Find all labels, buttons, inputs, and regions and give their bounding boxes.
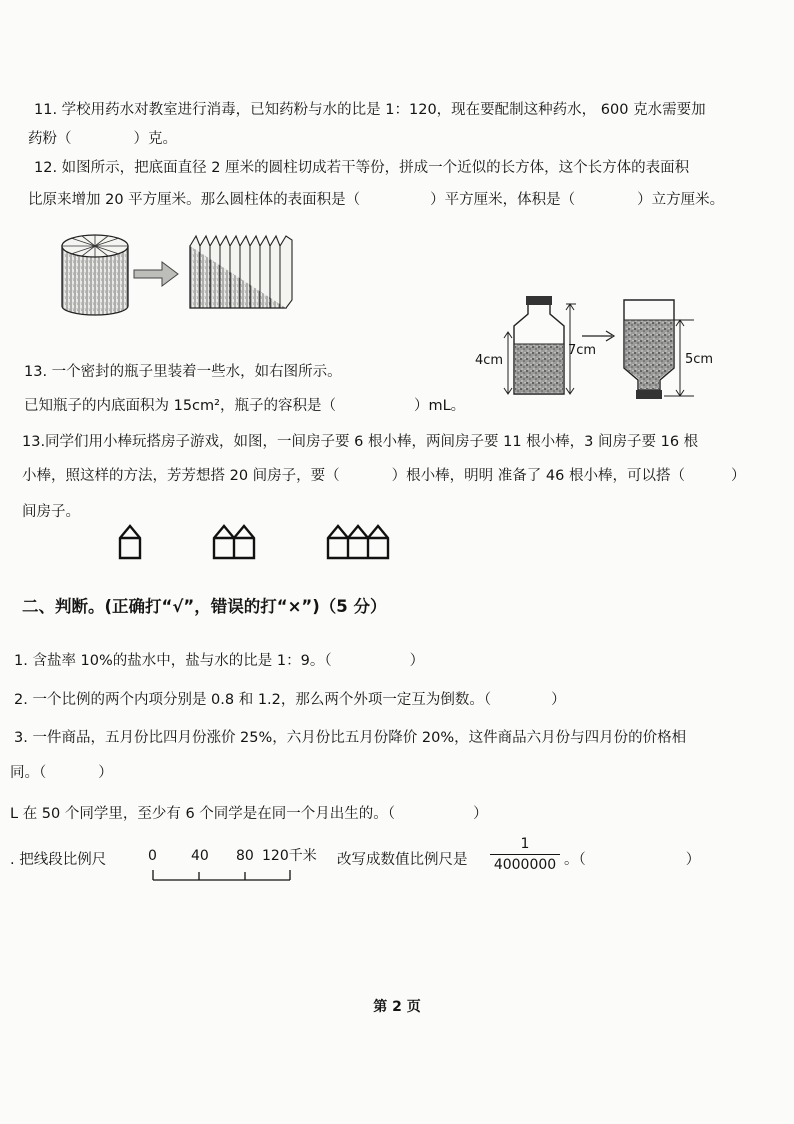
arrow-right-icon — [582, 331, 614, 341]
label-5cm: 5cm — [685, 352, 714, 367]
scale-label-40: 40 — [191, 848, 209, 864]
cuboid-shape — [190, 236, 292, 308]
q13a-line1: 13. 一个密封的瓶子里装着一些水，如右图所示。 — [24, 364, 342, 380]
section-2-heading: 二、判断。(正确打“√”，错误的打“×”)（5 分） — [22, 597, 387, 616]
cylinder-to-cuboid-figure — [50, 218, 300, 322]
judgement-item-2: 2. 一个比例的两个内项分别是 0.8 和 1.2，那么两个外项一定互为倒数。（ ） — [14, 692, 566, 708]
fraction-bar — [490, 854, 560, 855]
label-7cm: 7cm — [568, 343, 597, 358]
page-number: 第 2 页 — [373, 999, 421, 1015]
label-4cm: 4cm — [475, 353, 504, 368]
stick-houses-figure — [110, 518, 400, 564]
judgement-item-1: 1. 含盐率 10%的盐水中，盐与水的比是 1：9。（ ） — [14, 653, 425, 669]
judgement-item-5-suffix: 。（ ） — [564, 852, 701, 868]
q13a-line2: 已知瓶子的内底面积为 15cm²，瓶子的容积是（ ）mL。 — [24, 398, 466, 414]
q12-line2: 比原来增加 20 平方厘米。那么圆柱体的表面积是（ ）平方厘米，体积是（ ）立方厘米。 — [28, 192, 725, 208]
q13b-line1: 13.同学们用小棒玩搭房子游戏，如图，一间房子要 6 根小棒，两间房子要 11 根小棒，3 间房子要 16 根 — [22, 434, 699, 450]
house-2 — [214, 526, 254, 558]
scale-label-120: 120千米 — [262, 848, 317, 864]
fraction-numerator: 1 — [520, 836, 530, 852]
inverted-bottle — [624, 300, 674, 399]
upright-bottle — [514, 296, 564, 394]
q12-line1: 12. 如图所示，把底面直径 2 厘米的圆柱切成若干等份，拼成一个近似的长方体，这个长方体的表面积 — [34, 160, 690, 176]
judgement-item-5-middle: 改写成数值比例尺是 — [337, 852, 468, 868]
dimension-4cm — [504, 332, 512, 394]
house-1 — [120, 526, 140, 558]
scale-label-0: 0 — [148, 848, 157, 864]
cylinder-shape — [62, 235, 128, 315]
q13b-line2: 小棒，照这样的方法，芳芳想搭 20 间房子，要（ ）根小棒，明明 准备了 46 根小棒，可以搭（ ） — [22, 468, 746, 484]
q11-line2: 药粉（ ）克。 — [28, 131, 177, 147]
line-scale-bar — [150, 866, 300, 882]
fraction-denominator: 4000000 — [493, 857, 557, 873]
q11-line1: 11. 学校用药水对教室进行消毒，已知药粉与水的比是 1：120，现在要配制这种药水， 600 克水需要加 — [34, 102, 706, 118]
arrow-icon — [134, 262, 178, 286]
scale-label-80: 80 — [236, 848, 254, 864]
numeric-scale-fraction — [490, 836, 560, 873]
judgement-item-3: 3. 一件商品，五月份比四月份涨价 25%，六月份比五月份降价 20%，这件商品六月份与四月份的价格相 — [14, 730, 687, 746]
judgement-item-3-cont: 同。（ ） — [10, 765, 113, 781]
house-3 — [328, 526, 388, 558]
judgement-item-5-prefix: . 把线段比例尺 — [10, 852, 107, 868]
q13b-line3: 间房子。 — [22, 504, 80, 520]
judgement-item-4: L 在 50 个同学里，至少有 6 个同学是在同一个月出生的。（ ） — [10, 806, 488, 822]
